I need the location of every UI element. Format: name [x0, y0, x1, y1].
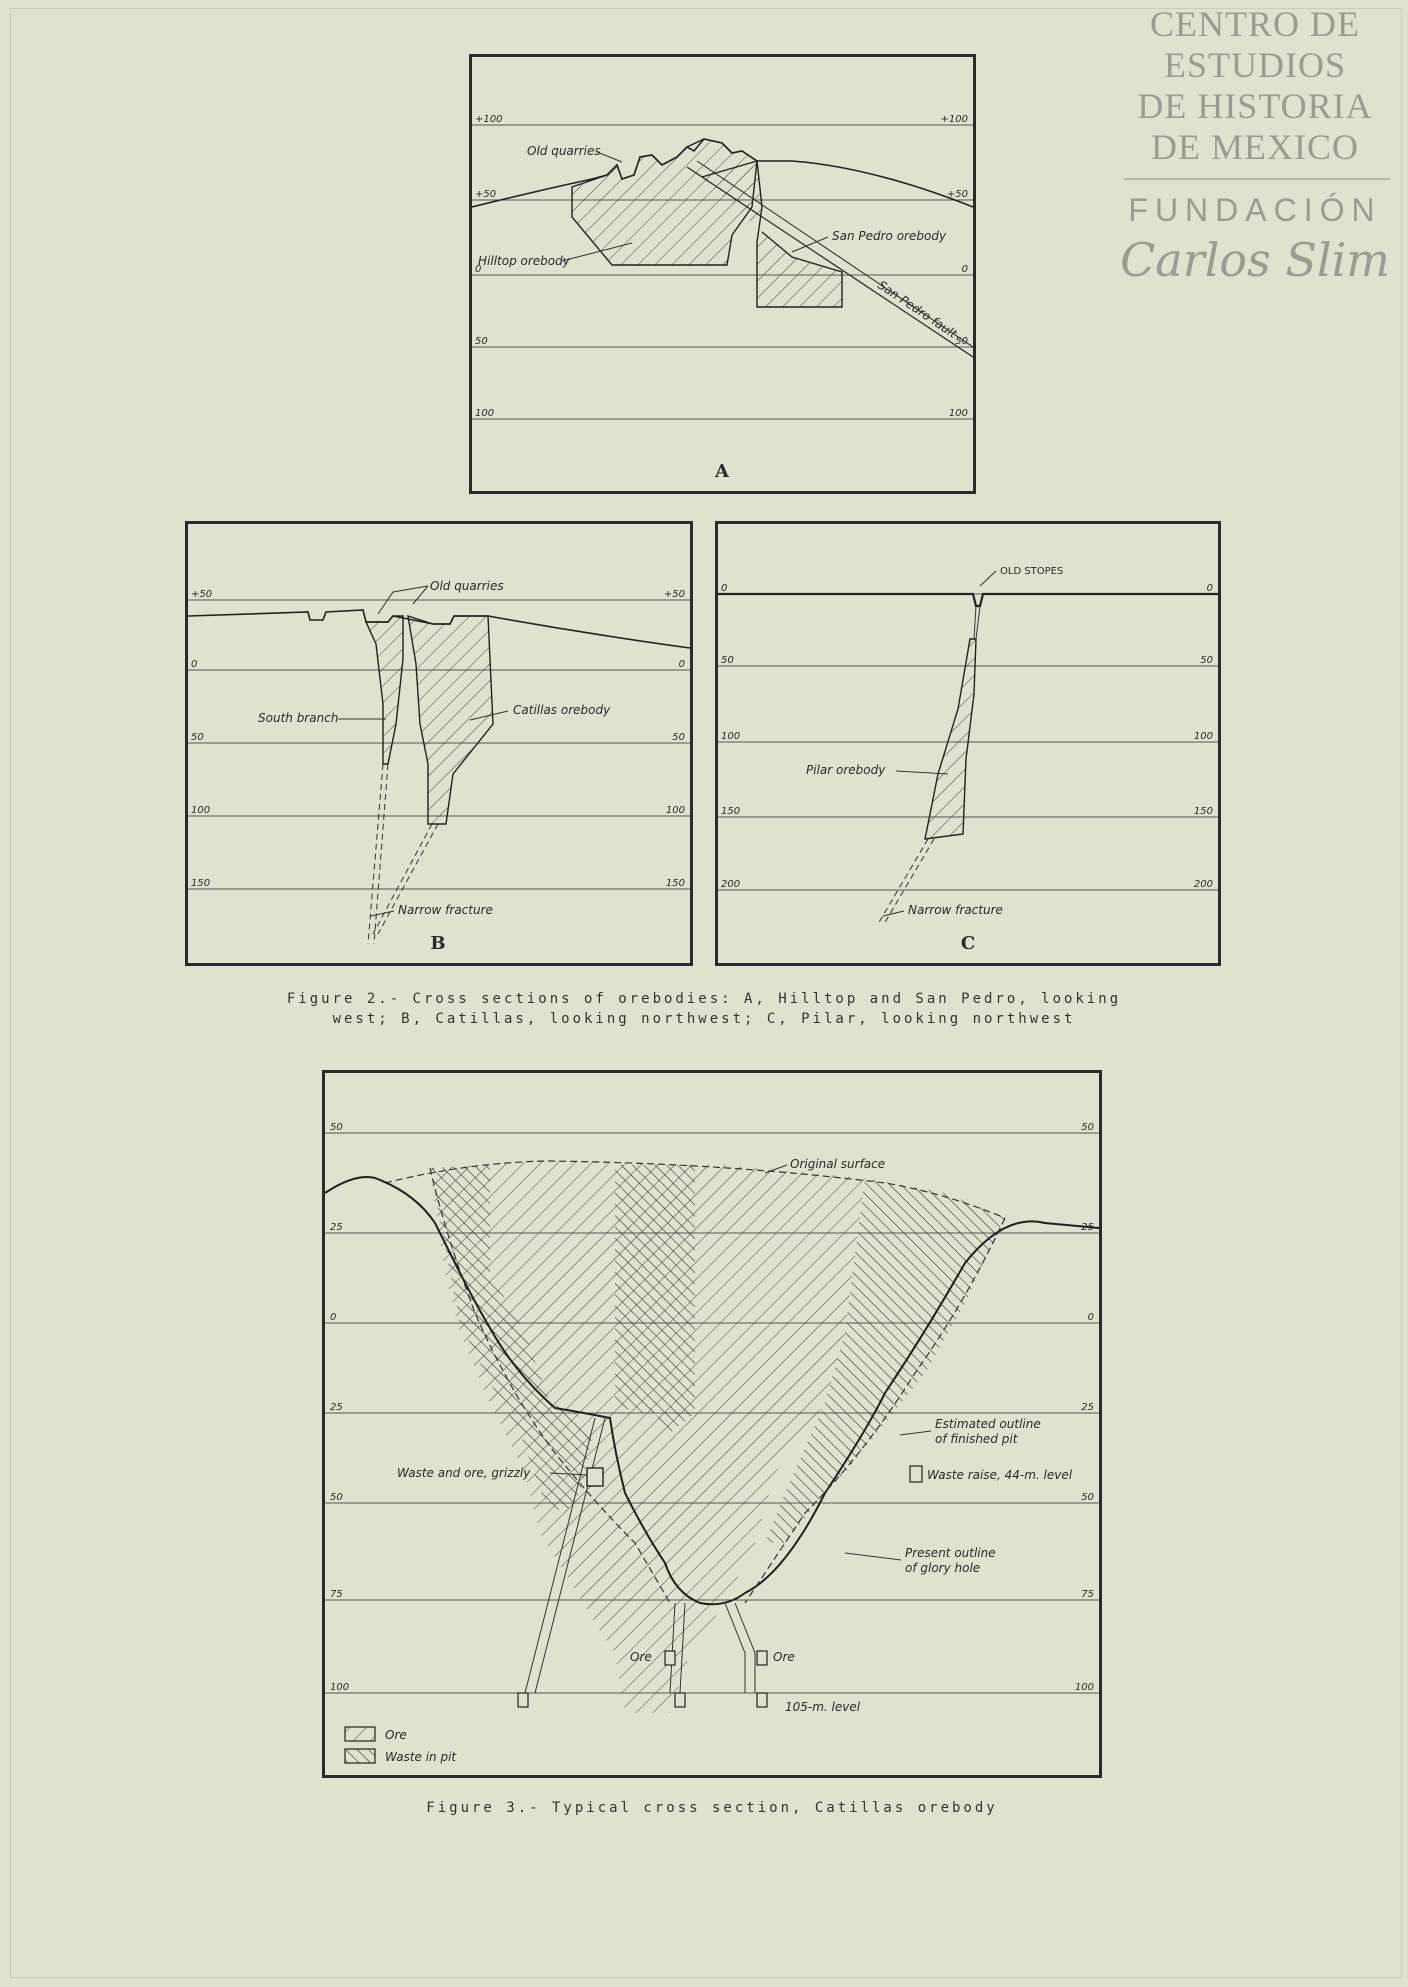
panel-c [715, 521, 1221, 966]
figure-3-tick-right: 50 [1081, 1492, 1094, 1503]
panel-b-tick-left: 50 [191, 732, 204, 743]
panel-a-tick-right: 0 [961, 264, 968, 275]
figure-3-drawing [325, 1073, 1099, 1775]
panel-c-surface-line [718, 594, 1218, 606]
figure-3-caption [322, 1798, 1102, 1818]
leader-line [900, 1431, 931, 1435]
figure-3-tick-left: 25 [330, 1402, 343, 1413]
pilar-orebody-shape [925, 639, 976, 839]
figure-3-tick-right: 25 [1081, 1402, 1094, 1413]
panel-c-letter: C [960, 933, 976, 954]
panel-a-label-hilltop-orebody: Hilltop orebody [478, 254, 570, 268]
leader-line [792, 237, 828, 252]
panel-b-tick-right: 100 [665, 805, 685, 816]
panel-a-tick-left: +50 [475, 189, 497, 200]
waste-raise-box [910, 1466, 922, 1482]
panel-a-tick-right: +50 [946, 189, 968, 200]
watermark-signature: Carlos Slim [1120, 233, 1390, 287]
figure-3-tick-right: 50 [1081, 1122, 1094, 1133]
watermark-foundation: FUNDACIÓN [1128, 192, 1382, 228]
leader-line [980, 571, 996, 586]
legend-label-ore: Ore [385, 1728, 407, 1742]
panel-c-tick-left: 150 [721, 806, 741, 817]
figure-3-tick-right: 0 [1087, 1312, 1094, 1323]
panel-b [185, 521, 693, 966]
figure-3-tick-right: 100 [1074, 1682, 1094, 1693]
south-branch-shape [366, 616, 403, 764]
panel-a-label-san-pedro-fault: San Pedro fault [875, 277, 960, 341]
figure-2-caption [140, 989, 1268, 1029]
panel-a-tick-right: 100 [948, 408, 968, 419]
panel-c-label-pilar-orebody: Pilar orebody [806, 763, 886, 777]
panel-a-tick-left: +100 [475, 114, 503, 125]
leader-line [883, 911, 904, 916]
panel-a-tick-left: 0 [475, 264, 482, 275]
figure-2-caption-line-1: Figure 2.- Cross sections of orebodies: A, Hilltop and San Pedro, looking [286, 991, 1122, 1007]
panel-b-label-old-quarries: Old quarries [430, 579, 504, 593]
grizzly-box [587, 1468, 603, 1486]
label-waste-and-ore: Waste and ore, grizzly [397, 1466, 531, 1480]
level-box-right [757, 1693, 767, 1707]
panel-a-label-san-pedro-orebody: San Pedro orebody [832, 229, 947, 243]
figure-3-tick-left: 75 [330, 1589, 343, 1600]
waste-region-center [615, 1165, 695, 1433]
panel-a-label-old-quarries: Old quarries [527, 144, 601, 158]
panel-b-tick-right: 50 [672, 732, 685, 743]
panel-b-drawing [188, 524, 690, 963]
legend-swatch-ore [345, 1727, 375, 1741]
panel-a [469, 54, 976, 494]
watermark [1110, 4, 1400, 288]
leader-line [845, 1553, 901, 1560]
panel-a-letter: A [715, 461, 729, 482]
figure-3-tick-left: 50 [330, 1122, 343, 1133]
figure-3-tick-left: 25 [330, 1222, 343, 1233]
figure-3-tick-right: 25 [1081, 1222, 1094, 1233]
label-estimated-outline-2: of finished pit [935, 1432, 1018, 1446]
panel-a-tick-right: +100 [940, 114, 968, 125]
watermark-divider [1124, 178, 1390, 180]
watermark-line-3: DE HISTORIA [1137, 86, 1373, 126]
watermark-line-2: ESTUDIOS [1163, 45, 1346, 85]
panel-b-tick-right: 0 [678, 659, 685, 670]
label-ore-left: Ore [630, 1650, 652, 1664]
panel-b-tick-right: 150 [665, 878, 685, 889]
panel-b-label-catillas-orebody: Catillas orebody [513, 703, 611, 717]
panel-c-tick-right: 200 [1193, 879, 1213, 890]
label-waste-raise: Waste raise, 44-m. level [927, 1468, 1073, 1482]
panel-b-tick-left: +50 [191, 589, 213, 600]
panel-b-tick-left: 0 [191, 659, 198, 670]
figure-3-tick-left: 100 [330, 1682, 350, 1693]
panel-b-tick-left: 150 [191, 878, 211, 889]
panel-c-tick-left: 50 [721, 655, 734, 666]
panel-c-tick-right: 0 [1206, 583, 1213, 594]
panel-c-label-old-stopes: OLD STOPES [1000, 566, 1064, 577]
label-105-level: 105-m. level [785, 1700, 861, 1714]
label-present-outline-1: Present outline [905, 1546, 996, 1560]
watermark-line-4: DE MEXICO [1151, 127, 1359, 167]
chute-box-right [757, 1651, 767, 1665]
chute-box-left [665, 1651, 675, 1665]
watermark-line-1: CENTRO DE [1150, 4, 1360, 44]
figure-3-tick-left: 50 [330, 1492, 343, 1503]
panel-a-tick-left: 50 [475, 336, 488, 347]
panel-c-tick-left: 200 [721, 879, 741, 890]
legend-swatch-waste [345, 1749, 375, 1763]
leader-line [597, 152, 622, 162]
label-ore-right: Ore [773, 1650, 795, 1664]
panel-c-tick-left: 100 [721, 731, 741, 742]
label-original-surface: Original surface [790, 1157, 886, 1171]
panel-a-tick-right: 50 [955, 336, 968, 347]
panel-a-drawing [472, 57, 973, 491]
figure-3-panel [322, 1070, 1102, 1778]
panel-c-tick-right: 150 [1193, 806, 1213, 817]
panel-b-label-south-branch: South branch [258, 711, 339, 725]
panel-c-tick-left: 0 [721, 583, 728, 594]
panel-b-letter: B [430, 933, 446, 954]
figure-3-tick-left: 0 [330, 1312, 337, 1323]
pilar-shaft-line [974, 606, 980, 639]
san-pedro-fault-line [687, 167, 973, 357]
panel-a-tick-left: 100 [475, 408, 495, 419]
figure-2-caption-line-2: west; B, Catillas, looking northwest; C, Pilar, looking northwest [332, 1011, 1076, 1027]
label-estimated-outline-1: Estimated outline [935, 1417, 1041, 1431]
raise-box-left [518, 1693, 528, 1707]
panel-c-tick-right: 100 [1193, 731, 1213, 742]
panel-b-tick-left: 100 [191, 805, 211, 816]
level-box-left [675, 1693, 685, 1707]
catillas-orebody-shape [408, 616, 493, 824]
panel-b-label-narrow-fracture: Narrow fracture [398, 903, 493, 917]
figure-3-caption-text: Figure 3.- Typical cross section, Catillas orebody [426, 1800, 998, 1816]
legend-label-waste: Waste in pit [385, 1750, 457, 1764]
figure-3-tick-right: 75 [1081, 1589, 1094, 1600]
panel-b-tick-right: +50 [663, 589, 685, 600]
label-present-outline-2: of glory hole [905, 1561, 981, 1575]
panel-c-label-narrow-fracture: Narrow fracture [908, 903, 1003, 917]
panel-c-drawing [718, 524, 1218, 963]
panel-c-tick-right: 50 [1200, 655, 1213, 666]
